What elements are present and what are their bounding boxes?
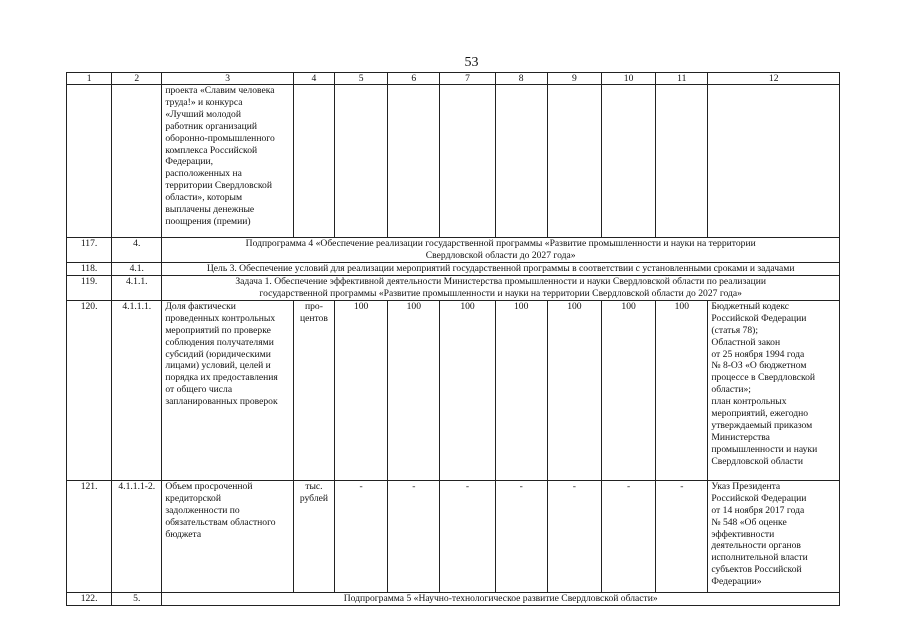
row-code: 5. xyxy=(112,592,162,605)
row-number: 121. xyxy=(67,480,112,592)
page-number: 53 xyxy=(464,55,479,70)
table-cell xyxy=(656,85,708,238)
value-cell: - xyxy=(440,480,495,592)
goal-heading: Цель 3. Обеспечение условий для реализации мероприятий государственной программы в соответствии с установленными сроками и задачами xyxy=(162,263,840,276)
table-row-118 xyxy=(67,263,840,276)
source-document-cell: Указ Президента Российской Федерации от 14 ноября 2017 года № 548 «Об оценке эффективности деятельности органов исполнительной власти субъектов Российской Федерации» xyxy=(708,480,840,592)
value-cell: 100 xyxy=(335,300,388,480)
table-cell xyxy=(495,85,547,238)
column-header: 7 xyxy=(440,73,495,85)
column-header: 2 xyxy=(112,73,162,85)
table-cell xyxy=(67,85,112,238)
row-code: 4.1.1. xyxy=(112,275,162,300)
task-heading: Задача 1. Обеспечение эффективной деятельности Министерства промышленности и науки Свердловской области по реализации государственной программы «Развитие промышленности и науки на территории Свердловской области до 2027 года» xyxy=(162,275,840,300)
column-header: 6 xyxy=(388,73,440,85)
unit-cell: про- центов xyxy=(293,300,334,480)
value-cell: 100 xyxy=(495,300,547,480)
value-cell: - xyxy=(388,480,440,592)
indicator-name-cell: Доля фактически проведенных контрольных мероприятий по проверке соблюдения получателями субсидий (юридическими лицами) условий, целей и порядка их предоставления от общего числа запланированных проверок xyxy=(162,300,294,480)
table-row-119 xyxy=(67,275,840,300)
row-code: 4. xyxy=(112,238,162,263)
column-header: 5 xyxy=(335,73,388,85)
indicators-table xyxy=(66,72,840,606)
table-cell xyxy=(547,85,601,238)
column-header: 9 xyxy=(547,73,601,85)
value-cell: - xyxy=(495,480,547,592)
row-number: 118. xyxy=(67,263,112,276)
row-number: 122. xyxy=(67,592,112,605)
value-cell: 100 xyxy=(440,300,495,480)
value-cell: 100 xyxy=(388,300,440,480)
value-cell: - xyxy=(656,480,708,592)
table-cell xyxy=(602,85,656,238)
continuation-row xyxy=(67,85,840,238)
indicator-name-cell: Объем просроченной кредиторской задолженности по обязательствам областного бюджета xyxy=(162,480,294,592)
row-number: 117. xyxy=(67,238,112,263)
row-code: 4.1. xyxy=(112,263,162,276)
table-cell xyxy=(440,85,495,238)
value-cell: - xyxy=(547,480,601,592)
value-cell: - xyxy=(602,480,656,592)
value-cell: 100 xyxy=(656,300,708,480)
table-cell xyxy=(708,85,840,238)
column-header-row xyxy=(67,73,840,85)
table-row-117 xyxy=(67,238,840,263)
row-number: 119. xyxy=(67,275,112,300)
column-header: 12 xyxy=(708,73,840,85)
table-cell xyxy=(112,85,162,238)
value-cell: - xyxy=(335,480,388,592)
table-cell xyxy=(388,85,440,238)
column-header: 3 xyxy=(162,73,294,85)
column-header: 4 xyxy=(293,73,334,85)
table-row-120 xyxy=(67,300,840,480)
subprogram-heading: Подпрограмма 5 «Научно-технологическое развитие Свердловской области» xyxy=(162,592,840,605)
column-header: 8 xyxy=(495,73,547,85)
row-code: 4.1.1.1-2. xyxy=(112,480,162,592)
indicator-name-cell: проекта «Славим человека труда!» и конкурса «Лучший молодой работник организаций оборонно-промышленного комплекса Российской Федерации, расположенных на территории Свердловской области», которым выплачены денежные поощрения (премии) xyxy=(162,85,294,238)
column-header: 10 xyxy=(602,73,656,85)
table-row-121 xyxy=(67,480,840,592)
column-header: 1 xyxy=(67,73,112,85)
subprogram-heading: Подпрограмма 4 «Обеспечение реализации государственной программы «Развитие промышленности и науки на территории Свердловской области до 2027 года» xyxy=(162,238,840,263)
table-cell xyxy=(293,85,334,238)
row-number: 120. xyxy=(67,300,112,480)
table-cell xyxy=(335,85,388,238)
table-row-122 xyxy=(67,592,840,605)
row-code: 4.1.1.1. xyxy=(112,300,162,480)
unit-cell: тыс. рублей xyxy=(293,480,334,592)
column-header: 11 xyxy=(656,73,708,85)
value-cell: 100 xyxy=(547,300,601,480)
value-cell: 100 xyxy=(602,300,656,480)
source-document-cell: Бюджетный кодекс Российской Федерации (статья 78); Областной закон от 25 ноября 1994 года № 8-ОЗ «О бюджетном процессе в Свердловской области»; план контрольных мероприятий, ежегодно утверждаемый приказом Министерства промышленности и науки Свердловской области xyxy=(708,300,840,480)
